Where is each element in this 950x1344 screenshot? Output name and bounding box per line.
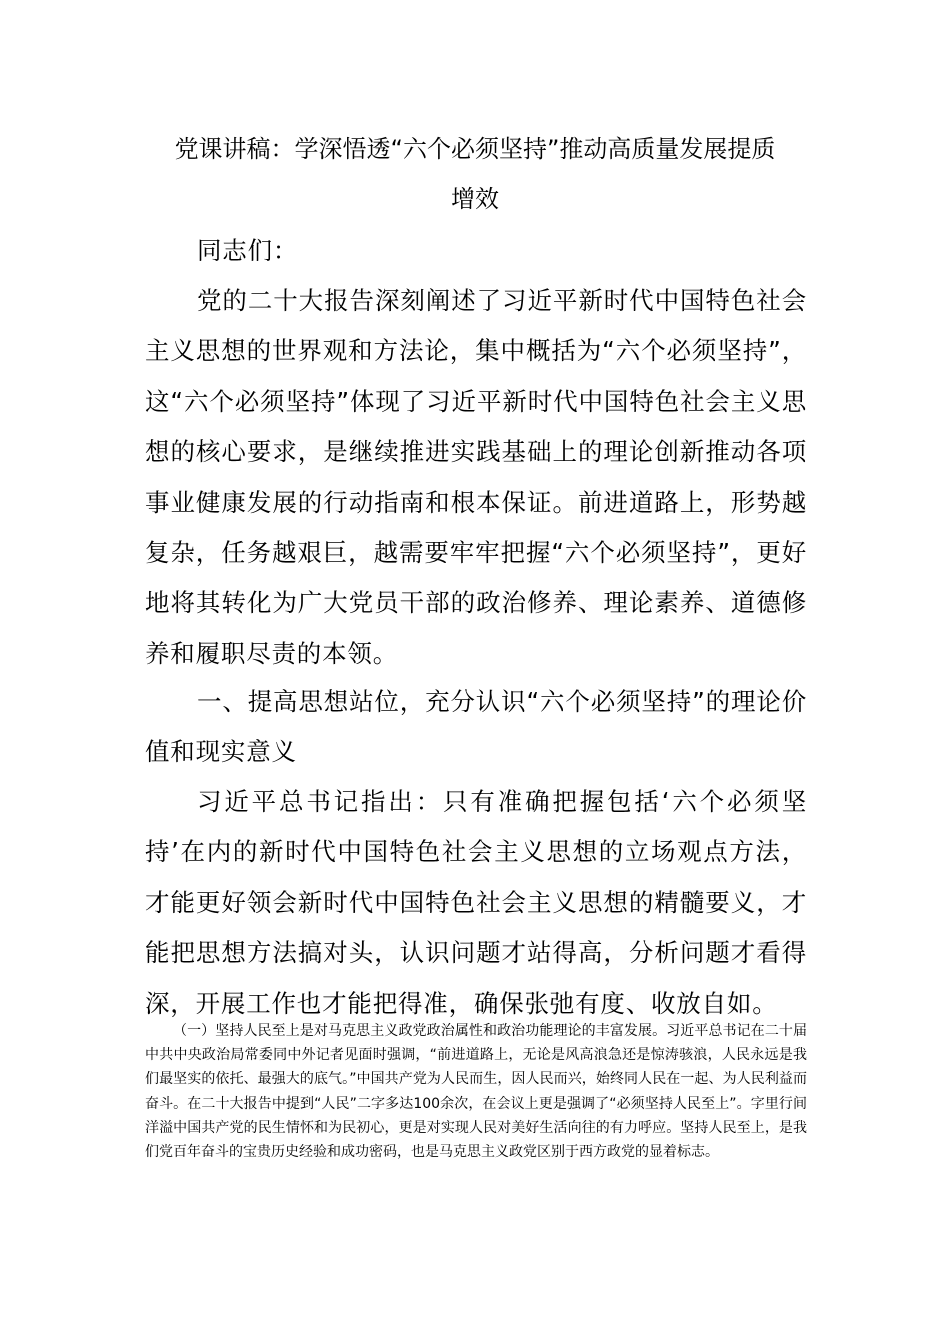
- document-title-line-1: 党课讲稿：学深悟透“六个必须坚持”推动高质量发展提质: [174, 135, 776, 163]
- paragraph-subsection-1: （一）坚持人民至上是对马克思主义政党政治属性和政治功能理论的丰富发展。习近平总书记在二十届中共中央政治局常委同中外记者见面时强调，“前进道路上，无论是风高浪急还是惊涛骇浪，人民永远是我们最坚实的依托、最强大的底气。”中国共产党为人民而生，因人民而兴，始终同人民在一起、为人民利益而奋斗。在二十大报告中提到“人民”二字多达100余次，在会议上更是强调了“必须坚持人民至上”。字里行间洋溢中国共产党的民生情怀和为民初心，更是对实现人民对美好生活向往的有力呼应。坚持人民至上，是我们党百年奋斗的宝贵历史经验和成功密码，也是马克思主义政党区别于西方政党的显着标志。: [145, 1023, 807, 1161]
- paragraph-quote: 习近平总书记指出：只有准确把握包括‘六个必须坚持’在内的新时代中国特色社会主义思想的立场观点方法，才能更好领会新时代中国特色社会主义思想的精髓要义，才能把思想方法搞对头，认识问题才站得高，分析问题才看得深，开展工作也才能把得准，确保张弛有度、收放自如。: [145, 787, 807, 1018]
- greeting: 同志们：: [197, 236, 299, 265]
- document-title-line-2: 增效: [451, 185, 499, 213]
- paragraph-intro: 党的二十大报告深刻阐述了习近平新时代中国特色社会主义思想的世界观和方法论，集中概括为“六个必须坚持”，这“六个必须坚持”体现了习近平新时代中国特色社会主义思想的核心要求，是继续推进实践基础上的理论创新推动各项事业健康发展的行动指南和根本保证。前进道路上，形势越复杂，任务越艰巨，越需要牢牢把握“六个必须坚持”，更好地将其转化为广大党员干部的政治修养、理论素养、道德修养和履职尽责的本领。: [145, 286, 807, 668]
- section-heading-1: 一、提高思想站位，充分认识“六个必须坚持”的理论价值和现实意义: [145, 687, 807, 767]
